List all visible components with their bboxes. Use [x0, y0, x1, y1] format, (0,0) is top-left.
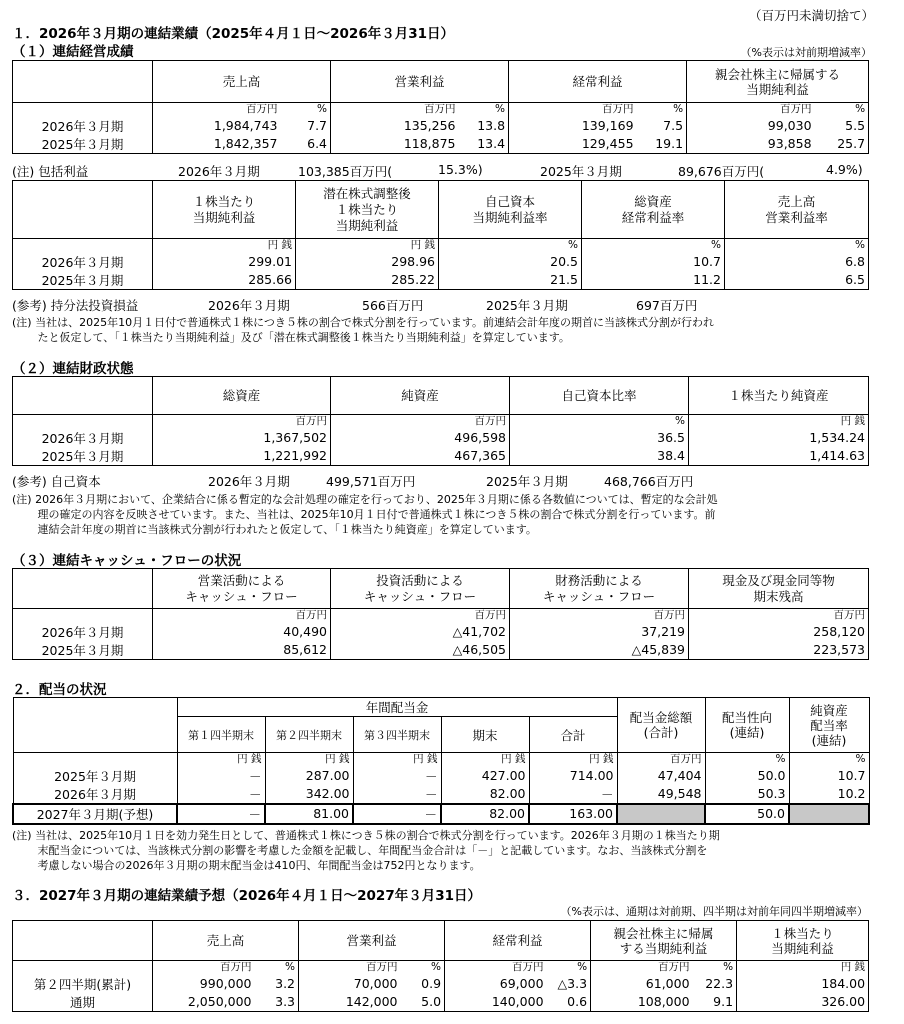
unit-cell: %: [693, 961, 737, 975]
value-cell: 49,548: [617, 785, 705, 804]
col-doe: 純資産 配当率 (連結): [789, 698, 869, 753]
s1-note-line: たと仮定して、「１株当たり当期純利益」及び「潜在株式調整後１株当たり当期純利益」を算定しています。: [12, 331, 570, 344]
value-cell: 223,573: [689, 641, 869, 660]
row-header-blank: [13, 61, 153, 103]
col-total-dividend: 配当金総額 (合計): [617, 698, 705, 753]
unit-cell: %: [459, 103, 509, 117]
unit-cell: 百万円: [687, 103, 815, 117]
col-ordinary-profit: 経常利益: [509, 61, 687, 103]
equity-prev-label: 2025年３月期: [486, 474, 568, 489]
value-cell: 6.8: [725, 253, 869, 271]
value-cell: 118,875: [331, 135, 459, 154]
value-cell: 1,414.63: [689, 447, 869, 466]
table-row: [13, 447, 869, 466]
value-cell: 7.5: [637, 117, 687, 135]
comp-income-prev-label: 2025年３月期: [540, 164, 622, 179]
table-row: [13, 993, 869, 1012]
value-cell: 5.5: [815, 117, 869, 135]
col-ordinary-profit: 経常利益: [445, 921, 591, 961]
value-cell: △3.3: [547, 975, 591, 993]
value-cell: －: [177, 804, 265, 824]
value-cell: 82.00: [441, 804, 529, 824]
value-cell: 3.3: [255, 993, 299, 1012]
value-cell: 10.2: [789, 785, 869, 804]
unit-cell: 円 銭: [441, 753, 529, 767]
value-cell: 326.00: [737, 993, 869, 1012]
forecast-heading: ３．2027年３月期の連結業績予想（2026年４月１日～2027年３月31日）: [12, 888, 482, 904]
value-cell: 9.1: [693, 993, 737, 1012]
unit-cell: 円 銭: [689, 415, 869, 429]
unit-cell: 百万円: [689, 609, 869, 623]
equity-label: (参考) 自己資本: [12, 474, 101, 489]
value-cell: 139,169: [581, 118, 634, 133]
div-note-line: 考慮しない場合の2026年３月期の期末配当金は410円、年間配当金は752円となります。: [12, 859, 481, 872]
value-cell: 135,256: [403, 118, 456, 133]
unit-cell: 百万円: [153, 609, 331, 623]
value-cell: 82.00: [441, 785, 529, 804]
col-op-margin: 売上高 営業利益率: [725, 181, 869, 239]
value-cell: 1,221,992: [153, 447, 331, 466]
equity-method-prev-value: 697百万円: [636, 298, 698, 313]
unit-cell: 百万円: [509, 103, 637, 117]
value-cell: －: [529, 785, 617, 804]
value-cell: 25.7: [815, 135, 869, 154]
table-row: [13, 785, 869, 804]
row-label: 2025年３月期: [13, 447, 153, 466]
value-cell: 38.4: [510, 447, 689, 466]
value-cell: 142,000: [299, 993, 401, 1012]
value-cell: 299.01: [153, 253, 296, 271]
unit-cell: %: [255, 961, 299, 975]
value-cell: 61,000: [645, 976, 690, 991]
equity-method-cur-value: 566百万円: [362, 298, 424, 313]
col-total: 合計: [529, 717, 617, 753]
col-roa: 総資産 経常利益率: [582, 181, 725, 239]
value-cell: 714.00: [529, 767, 617, 785]
value-cell: 19.1: [637, 135, 687, 154]
value-cell: 285.22: [296, 271, 439, 290]
unit-cell: 百万円: [153, 415, 331, 429]
table-row: [13, 117, 869, 135]
s2-note-line: (注) 2026年３月期において、企業結合に係る暫定的な会計処理の確定を行っており、2025年３月期に係る各数値については、暫定的な会計処: [12, 493, 718, 506]
col-equity-ratio: 自己資本比率: [510, 377, 689, 415]
unit-cell: 円 銭: [737, 961, 869, 975]
col-operating-profit: 営業利益: [299, 921, 445, 961]
unit-cell: 百万円: [331, 609, 510, 623]
value-cell: 13.4: [459, 135, 509, 154]
value-cell: 258,120: [689, 623, 869, 641]
col-eps: １株当たり 当期純利益: [737, 921, 869, 961]
dividend-table: [12, 697, 870, 825]
s3-heading: （３）連結キャッシュ・フローの状況: [12, 553, 242, 569]
value-cell: 342.00: [265, 785, 353, 804]
s1-note-line: (注) 当社は、2025年10月１日付で普通株式１株につき５株の割合で株式分割を行っています。前連結会計年度の期首に当該株式分割が行われ: [12, 316, 714, 329]
unit-cell: 百万円: [510, 609, 689, 623]
value-cell: 1,842,357: [153, 135, 281, 154]
row-label: 2027年３月期(予想): [13, 804, 177, 824]
per-share-table: [12, 180, 869, 290]
unit-cell: %: [582, 239, 725, 253]
value-cell: 50.0: [705, 804, 789, 824]
s2-note-line: 理の確定の内容を反映させています。また、当社は、2025年10月１日付で普通株式１株につき５株の割合で株式分割を行っています。前: [12, 508, 716, 521]
col-q2-end: 第２四半期末: [265, 717, 353, 753]
value-cell: 184.00: [737, 975, 869, 993]
row-label: 2025年３月期: [13, 135, 153, 154]
div-note-line: (注) 当社は、2025年10月１日を効力発生日として、普通株式１株につき５株の割合で株式分割を行っています。2026年３月期の１株当たり期: [12, 829, 720, 842]
value-cell: 6.5: [725, 271, 869, 290]
value-cell: 36.5: [510, 429, 689, 447]
unit-cell: 百万円: [331, 103, 459, 117]
comp-income-label: (注) 包括利益: [12, 164, 89, 179]
col-sales: 売上高: [153, 61, 331, 103]
financial-position-table: [12, 376, 869, 466]
col-diluted-eps: 潜在株式調整後 １株当たり 当期純利益: [296, 181, 439, 239]
value-cell: 1,367,502: [153, 429, 331, 447]
value-cell: 40,490: [153, 623, 331, 641]
unit-cell: 円 銭: [153, 239, 296, 253]
value-cell: 47,404: [617, 767, 705, 785]
unit-cell: %: [705, 753, 789, 767]
value-cell: 50.0: [705, 767, 789, 785]
unit-cell: %: [637, 103, 687, 117]
col-bps: １株当たり純資産: [689, 377, 869, 415]
col-eps: １株当たり 当期純利益: [153, 181, 296, 239]
value-cell: 285.66: [153, 271, 296, 290]
row-label: 2026年３月期: [13, 429, 153, 447]
unit-cell: %: [401, 961, 445, 975]
value-cell: 81.00: [265, 804, 353, 824]
value-cell: 163.00: [529, 804, 617, 824]
unit-cell: 百万円: [658, 961, 690, 974]
value-cell: 2,050,000: [153, 993, 255, 1012]
value-cell: 108,000: [591, 993, 693, 1012]
value-cell: 50.3: [705, 785, 789, 804]
s2-note-line: 連結会計年度の期首に当該株式分割が行われたと仮定して、「１株当たり純資産」を算定しています。: [12, 523, 537, 536]
value-cell: 287.00: [265, 767, 353, 785]
row-label: 2025年３月期: [13, 641, 153, 660]
unit-cell: 百万円: [617, 753, 705, 767]
value-cell: 6.4: [281, 135, 331, 154]
col-net-income: 親会社株主に帰属 する当期純利益: [591, 921, 737, 961]
unit-cell: %: [725, 239, 869, 253]
page-title: １．2026年３月期の連結業績（2025年４月１日～2026年３月31日）: [12, 26, 455, 42]
value-cell: 7.7: [281, 117, 331, 135]
unit-cell: %: [510, 415, 689, 429]
unit-cell: %: [281, 103, 331, 117]
value-cell: 990,000: [199, 976, 252, 991]
unit-cell: %: [439, 239, 582, 253]
div-note-line: 末配当金については、当該株式分割の影響を考慮した金額を記載し、年間配当金合計は「－」と記載しています。なお、当該株式分割を: [12, 844, 708, 857]
comp-income-cur-label: 2026年３月期: [178, 164, 260, 179]
unit-cell: 百万円: [331, 415, 510, 429]
value-cell: 3.2: [255, 975, 299, 993]
table-row: [13, 623, 869, 641]
value-cell: －: [177, 767, 265, 785]
value-cell: 20.5: [439, 253, 582, 271]
unit-note: （百万円未満切捨て）: [748, 8, 874, 23]
value-cell-shaded: [617, 804, 705, 824]
row-label: 第２四半期(累計): [13, 975, 153, 993]
unit-cell: 百万円: [220, 961, 252, 974]
value-cell: 427.00: [441, 767, 529, 785]
value-cell: 1,534.24: [689, 429, 869, 447]
value-cell: 99,030: [767, 118, 812, 133]
forecast-row: [13, 804, 869, 824]
equity-method-label: (参考) 持分法投資損益: [12, 298, 139, 313]
table-row: [13, 429, 869, 447]
value-cell: 37,219: [510, 623, 689, 641]
table-row: [13, 253, 869, 271]
row-label: 2026年３月期: [13, 785, 177, 804]
value-cell: 129,455: [509, 135, 637, 154]
row-label: 2025年３月期: [13, 271, 153, 290]
col-investing-cf: 投資活動による キャッシュ・フロー: [331, 569, 510, 609]
value-cell: －: [353, 785, 441, 804]
value-cell: 1,984,743: [213, 118, 278, 133]
value-cell: －: [353, 767, 441, 785]
unit-cell: 円 銭: [353, 753, 441, 767]
unit-cell: 円 銭: [265, 753, 353, 767]
comp-income-cur-value: 103,385百万円(: [298, 164, 393, 179]
value-cell: 10.7: [789, 767, 869, 785]
value-cell: 0.9: [401, 975, 445, 993]
value-cell: 496,598: [331, 429, 510, 447]
equity-cur-label: 2026年３月期: [208, 474, 290, 489]
table-row: [13, 271, 869, 290]
forecast-table: [12, 920, 869, 1012]
row-label: 2025年３月期: [13, 767, 177, 785]
comp-income-cur-pct: 15.3%): [438, 162, 483, 177]
col-payout-ratio: 配当性向 (連結): [705, 698, 789, 753]
dividend-heading: ２．配当の状況: [12, 682, 107, 698]
value-cell: 467,365: [331, 447, 510, 466]
col-year-end: 期末: [441, 717, 529, 753]
comp-income-prev-pct: 4.9%): [826, 162, 863, 177]
value-cell: 10.7: [582, 253, 725, 271]
value-cell: 22.3: [693, 975, 737, 993]
value-cell: 5.0: [401, 993, 445, 1012]
col-cash-balance: 現金及び現金同等物 期末残高: [689, 569, 869, 609]
cash-flow-table: [12, 568, 869, 660]
s1-heading: （１）連結経営成績: [12, 44, 134, 60]
row-label: 2026年３月期: [13, 253, 153, 271]
col-net-income: 親会社株主に帰属する 当期純利益: [687, 61, 869, 103]
table-row: [13, 135, 869, 154]
unit-cell: 百万円: [366, 961, 398, 974]
value-cell: △45,839: [510, 641, 689, 660]
s2-heading: （２）連結財政状態: [12, 361, 134, 377]
value-cell: 93,858: [687, 135, 815, 154]
col-operating-cf: 営業活動による キャッシュ・フロー: [153, 569, 331, 609]
col-q1-end: 第１四半期末: [177, 717, 265, 753]
value-cell: △41,702: [331, 623, 510, 641]
col-financing-cf: 財務活動による キャッシュ・フロー: [510, 569, 689, 609]
value-cell: 298.96: [296, 253, 439, 271]
col-roe: 自己資本 当期純利益率: [439, 181, 582, 239]
equity-prev-value: 468,766百万円: [604, 474, 694, 489]
value-cell: 13.8: [459, 117, 509, 135]
value-cell: 85,612: [153, 641, 331, 660]
row-label: 2026年３月期: [13, 623, 153, 641]
col-operating-profit: 営業利益: [331, 61, 509, 103]
value-cell: －: [353, 804, 441, 824]
table-row: [13, 975, 869, 993]
unit-cell: 百万円: [512, 961, 544, 974]
value-cell: 21.5: [439, 271, 582, 290]
value-cell: 0.6: [547, 993, 591, 1012]
unit-cell: 百万円: [153, 103, 281, 117]
value-cell-shaded: [789, 804, 869, 824]
equity-method-prev-label: 2025年３月期: [486, 298, 568, 313]
value-cell: 69,000: [499, 976, 544, 991]
table-row: [13, 767, 869, 785]
unit-cell: 円 銭: [296, 239, 439, 253]
value-cell: 70,000: [353, 976, 398, 991]
unit-cell: %: [789, 753, 869, 767]
unit-cell: %: [547, 961, 591, 975]
col-q3-end: 第３四半期末: [353, 717, 441, 753]
row-label: 2026年３月期: [13, 117, 153, 135]
forecast-pct-note: （%表示は、通期は対前期、四半期は対前年同四半期増減率）: [560, 905, 868, 918]
col-total-assets: 総資産: [153, 377, 331, 415]
annual-dividend-header: 年間配当金: [177, 698, 617, 717]
value-cell: 11.2: [582, 271, 725, 290]
value-cell: △46,505: [331, 641, 510, 660]
equity-method-cur-label: 2026年３月期: [208, 298, 290, 313]
col-sales: 売上高: [153, 921, 299, 961]
row-label: 通期: [13, 993, 153, 1012]
operating-results-table: [12, 60, 869, 154]
value-cell: －: [177, 785, 265, 804]
col-net-assets: 純資産: [331, 377, 510, 415]
unit-cell: 円 銭: [529, 753, 617, 767]
value-cell: 140,000: [445, 993, 547, 1012]
s1-pct-note: （%表示は対前期増減率）: [740, 46, 872, 59]
comp-income-prev-value: 89,676百万円(: [678, 164, 765, 179]
unit-cell: 円 銭: [177, 753, 265, 767]
table-row: [13, 641, 869, 660]
equity-cur-value: 499,571百万円: [326, 474, 416, 489]
unit-cell: %: [815, 103, 869, 117]
